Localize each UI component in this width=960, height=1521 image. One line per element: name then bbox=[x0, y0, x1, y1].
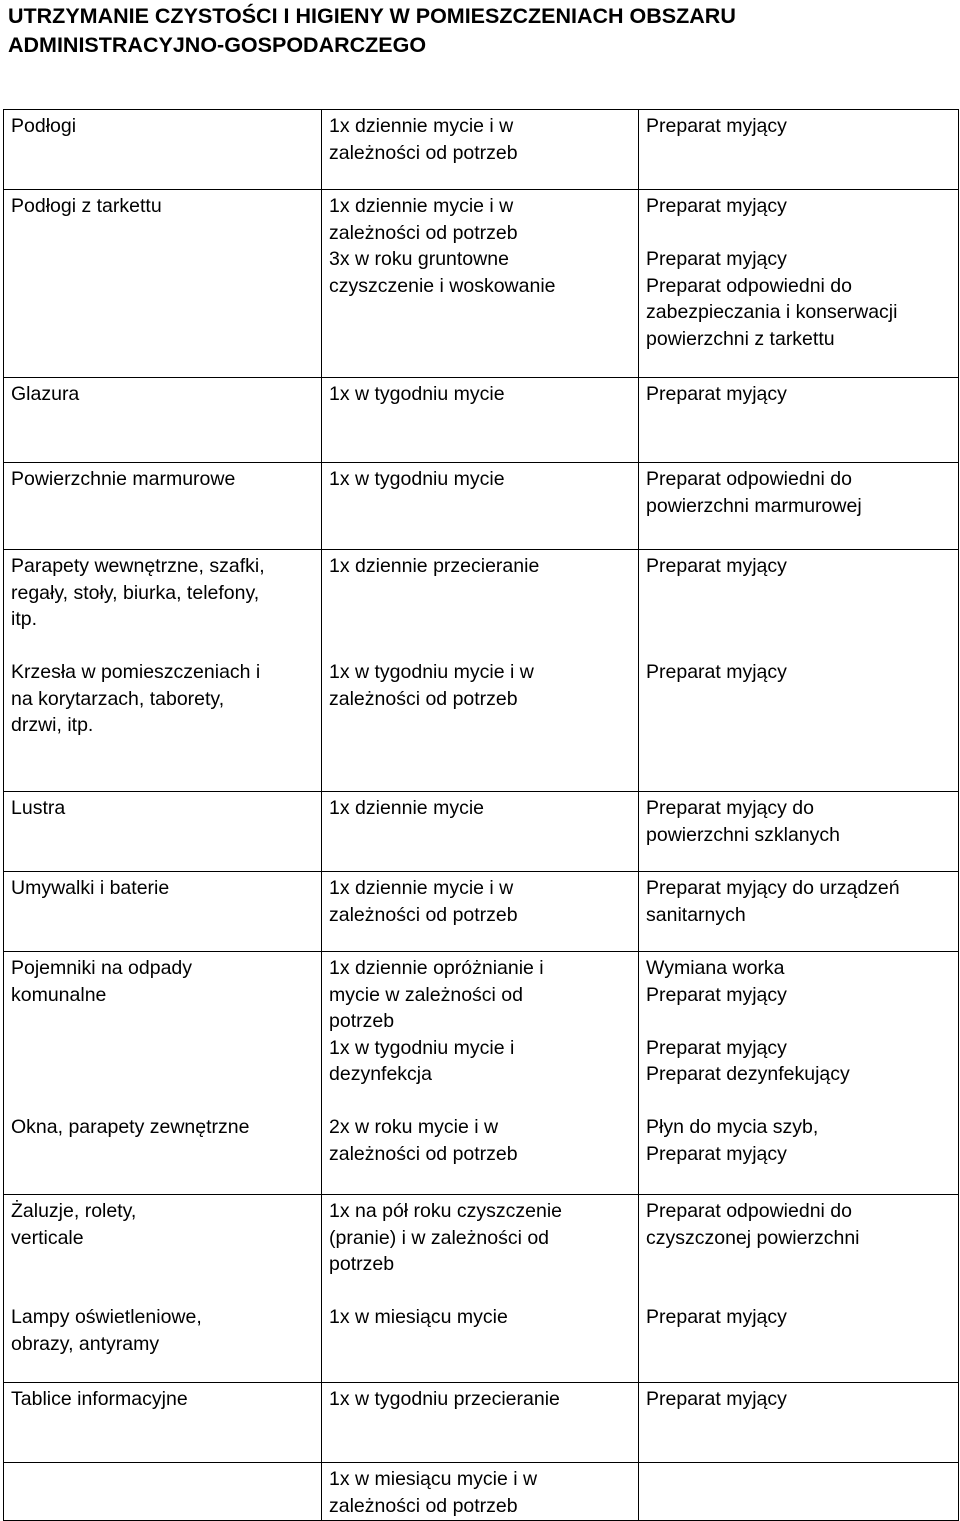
cell-text-line bbox=[11, 1466, 315, 1493]
cell-text-line: powierzchni z tarkettu bbox=[646, 327, 835, 350]
cell-text-line bbox=[646, 1008, 952, 1035]
cell-text-line bbox=[329, 580, 632, 607]
table-cell-c1 bbox=[4, 1195, 322, 1383]
cell-text-line: 1x dziennie mycie i w bbox=[329, 877, 514, 899]
table-cell-c2 bbox=[322, 110, 639, 190]
cell-text-line: 1x w miesiącu mycie bbox=[329, 1306, 508, 1328]
cell-text-line bbox=[646, 1466, 952, 1493]
cell-text-line: zależności od potrzeb bbox=[329, 141, 518, 164]
cell-text-line bbox=[329, 1088, 632, 1115]
cell-text-line: zabezpieczania i konserwacji bbox=[646, 301, 898, 323]
cell-text-line: Preparat myjący bbox=[646, 115, 787, 137]
cell-text-line: 1x dziennie mycie i w bbox=[329, 195, 514, 217]
cell-text-line: Preparat myjący bbox=[646, 1388, 787, 1410]
cell-text-line: obrazy, antyramy bbox=[11, 1332, 160, 1355]
cell-text-line: 1x w tygodniu mycie i bbox=[329, 1036, 515, 1059]
document-title bbox=[8, 2, 948, 60]
table-row bbox=[4, 463, 959, 550]
cell-text-line: sanitarnych bbox=[646, 903, 746, 926]
title-line-2: ADMINISTRACYJNO-GOSPODARCZEGO bbox=[8, 33, 427, 57]
cell-text-line bbox=[646, 606, 952, 633]
table-cell-c1 bbox=[4, 952, 322, 1195]
title-line-1: UTRZYMANIE CZYSTOŚCI I HIGIENY W POMIESZCZENIACH OBSZARU bbox=[8, 4, 736, 28]
table-row bbox=[4, 110, 959, 190]
cell-text-line bbox=[646, 580, 952, 607]
table-row bbox=[4, 952, 959, 1195]
cell-text-line bbox=[11, 1035, 315, 1062]
cell-text-line bbox=[11, 1278, 315, 1305]
cell-text-line: Glazura bbox=[11, 383, 80, 405]
table-cell-c1 bbox=[4, 110, 322, 190]
table-cell-c2 bbox=[322, 1463, 639, 1521]
cell-text-line bbox=[11, 1061, 315, 1088]
cell-text-line: zależności od potrzeb bbox=[329, 221, 518, 244]
cell-text-line: 2x w roku mycie i w bbox=[329, 1116, 499, 1138]
cell-text-line: 1x dziennie przecieranie bbox=[329, 555, 540, 577]
cell-text-line: Okna, parapety zewnętrzne bbox=[11, 1116, 250, 1138]
cell-text-line: Żaluzje, rolety, bbox=[11, 1200, 137, 1222]
cell-text-line: na korytarzach, taborety, bbox=[11, 687, 225, 710]
cell-text-line bbox=[11, 633, 315, 660]
table-row bbox=[4, 872, 959, 952]
cell-text-line: Wymiana worka bbox=[646, 957, 785, 979]
table-cell-c3 bbox=[639, 110, 959, 190]
table-cell-c2 bbox=[322, 1195, 639, 1383]
cell-text-line: Preparat myjący bbox=[646, 1142, 787, 1165]
cell-text-line: 1x dziennie mycie bbox=[329, 797, 484, 819]
cell-text-line: Tablice informacyjne bbox=[11, 1388, 188, 1410]
cell-text-line bbox=[329, 606, 632, 633]
cell-text-line: drzwi, itp. bbox=[11, 714, 94, 736]
cell-text-line: Lampy oświetleniowe, bbox=[11, 1306, 202, 1328]
cell-text-line: 1x w miesiącu mycie i w bbox=[329, 1468, 538, 1490]
cell-text-line: Preparat odpowiedni do bbox=[646, 274, 852, 297]
table-row bbox=[4, 1463, 959, 1521]
table-body bbox=[4, 110, 959, 1521]
table-cell-c3 bbox=[639, 1195, 959, 1383]
cell-text-line: 1x dziennie mycie i w bbox=[329, 115, 514, 137]
cell-text-line bbox=[646, 1251, 952, 1278]
cell-text-line: Preparat myjący bbox=[646, 1306, 787, 1328]
table-cell-c2 bbox=[322, 463, 639, 550]
cell-text-line: czyszczenie i woskowanie bbox=[329, 274, 556, 297]
table-cell-c1 bbox=[4, 1383, 322, 1463]
cell-text-line bbox=[646, 633, 952, 660]
cell-text-line: Preparat dezynfekujący bbox=[646, 1063, 850, 1085]
table-cell-c2 bbox=[322, 872, 639, 952]
cell-text-line: (pranie) i w zależności od bbox=[329, 1226, 550, 1249]
cell-text-line: Preparat myjący bbox=[646, 555, 787, 577]
cell-text-line: powierzchni szklanych bbox=[646, 823, 841, 846]
cell-text-line: Preparat myjący bbox=[646, 248, 787, 270]
cell-text-line: mycie w zależności od bbox=[329, 983, 523, 1006]
table-cell-c2 bbox=[322, 792, 639, 872]
cell-text-line: Preparat myjący bbox=[646, 1036, 787, 1059]
table-cell-c3 bbox=[639, 1383, 959, 1463]
cell-text-line: 1x na pół roku czyszczenie bbox=[329, 1200, 563, 1222]
cell-text-line bbox=[329, 633, 632, 660]
table-cell-c1 bbox=[4, 1463, 322, 1521]
cell-text-line: Krzesła w pomieszczeniach i bbox=[11, 661, 261, 683]
cell-text-line: Preparat myjący bbox=[646, 383, 787, 405]
cell-text-line: Preparat myjący do bbox=[646, 797, 814, 819]
table-cell-c3 bbox=[639, 792, 959, 872]
cell-text-line: potrzeb bbox=[329, 1010, 395, 1032]
cell-text-line: zależności od potrzeb bbox=[329, 903, 518, 926]
table-cell-c1 bbox=[4, 550, 322, 792]
table-cell-c2 bbox=[322, 378, 639, 463]
cell-text-line bbox=[11, 1088, 315, 1115]
cell-text-line: Preparat myjący bbox=[646, 195, 787, 217]
table-cell-c3 bbox=[639, 463, 959, 550]
table-cell-c2 bbox=[322, 1383, 639, 1463]
cell-text-line: 1x dziennie opróżnianie i bbox=[329, 957, 544, 979]
cell-text-line bbox=[646, 220, 952, 247]
cell-text-line: 3x w roku gruntowne bbox=[329, 248, 509, 270]
cell-text-line: Preparat myjący do urządzeń bbox=[646, 877, 900, 899]
cell-text-line: potrzeb bbox=[329, 1253, 395, 1275]
table-row bbox=[4, 550, 959, 792]
cleaning-schedule-table bbox=[3, 109, 959, 1521]
cell-text-line: Podłogi z tarkettu bbox=[11, 195, 162, 217]
cell-text-line: regały, stoły, biurka, telefony, bbox=[11, 581, 260, 604]
cell-text-line: Preparat odpowiedni do bbox=[646, 468, 852, 490]
cell-text-line: Podłogi bbox=[11, 115, 77, 137]
cell-text-line: Parapety wewnętrzne, szafki, bbox=[11, 555, 265, 577]
cell-text-line: zależności od potrzeb bbox=[329, 687, 518, 710]
cell-text-line bbox=[11, 1251, 315, 1278]
cell-text-line: 1x w tygodniu mycie bbox=[329, 383, 505, 405]
cell-text-line: dezynfekcja bbox=[329, 1063, 432, 1085]
table-cell-c3 bbox=[639, 550, 959, 792]
cell-text-line: Preparat myjący bbox=[646, 661, 787, 683]
cell-text-line: 1x w tygodniu mycie i w bbox=[329, 661, 534, 683]
table-cell-c1 bbox=[4, 378, 322, 463]
cell-text-line: powierzchni marmurowej bbox=[646, 494, 862, 517]
table-cell-c1 bbox=[4, 190, 322, 378]
cell-text-line: Lustra bbox=[11, 797, 66, 819]
cell-text-line: 1x w tygodniu przecieranie bbox=[329, 1388, 560, 1410]
table-cell-c2 bbox=[322, 190, 639, 378]
table-row bbox=[4, 792, 959, 872]
table-row bbox=[4, 378, 959, 463]
table-row bbox=[4, 1195, 959, 1383]
cell-text-line: komunalne bbox=[11, 983, 107, 1006]
cell-text-line: Powierzchnie marmurowe bbox=[11, 468, 236, 490]
cell-text-line: Umywalki i baterie bbox=[11, 877, 170, 899]
table-cell-c2 bbox=[322, 952, 639, 1195]
cell-text-line: Preparat myjący bbox=[646, 983, 787, 1006]
cell-text-line: zależności od potrzeb bbox=[329, 1494, 518, 1517]
cell-text-line bbox=[329, 1278, 632, 1305]
table-cell-c2 bbox=[322, 550, 639, 792]
cell-text-line: 1x w tygodniu mycie bbox=[329, 468, 505, 490]
cell-text-line: czyszczonej powierzchni bbox=[646, 1226, 860, 1249]
cell-text-line: Pojemniki na odpady bbox=[11, 957, 193, 979]
table-row bbox=[4, 190, 959, 378]
table-cell-c1 bbox=[4, 463, 322, 550]
table-cell-c1 bbox=[4, 792, 322, 872]
table-cell-c1 bbox=[4, 872, 322, 952]
cell-text-line: zależności od potrzeb bbox=[329, 1142, 518, 1165]
cell-text-line bbox=[11, 1008, 315, 1035]
cell-text-line: Preparat odpowiedni do bbox=[646, 1200, 852, 1222]
table-cell-c3 bbox=[639, 378, 959, 463]
cell-text-line bbox=[646, 1088, 952, 1115]
cell-text-line: Płyn do mycia szyb, bbox=[646, 1116, 819, 1138]
table-cell-c3 bbox=[639, 190, 959, 378]
cell-text-line: verticale bbox=[11, 1226, 84, 1249]
table-cell-c3 bbox=[639, 952, 959, 1195]
table-cell-c3 bbox=[639, 872, 959, 952]
table-row bbox=[4, 1383, 959, 1463]
cell-text-line bbox=[646, 1278, 952, 1305]
table-cell-c3 bbox=[639, 1463, 959, 1521]
cell-text-line: itp. bbox=[11, 608, 38, 630]
